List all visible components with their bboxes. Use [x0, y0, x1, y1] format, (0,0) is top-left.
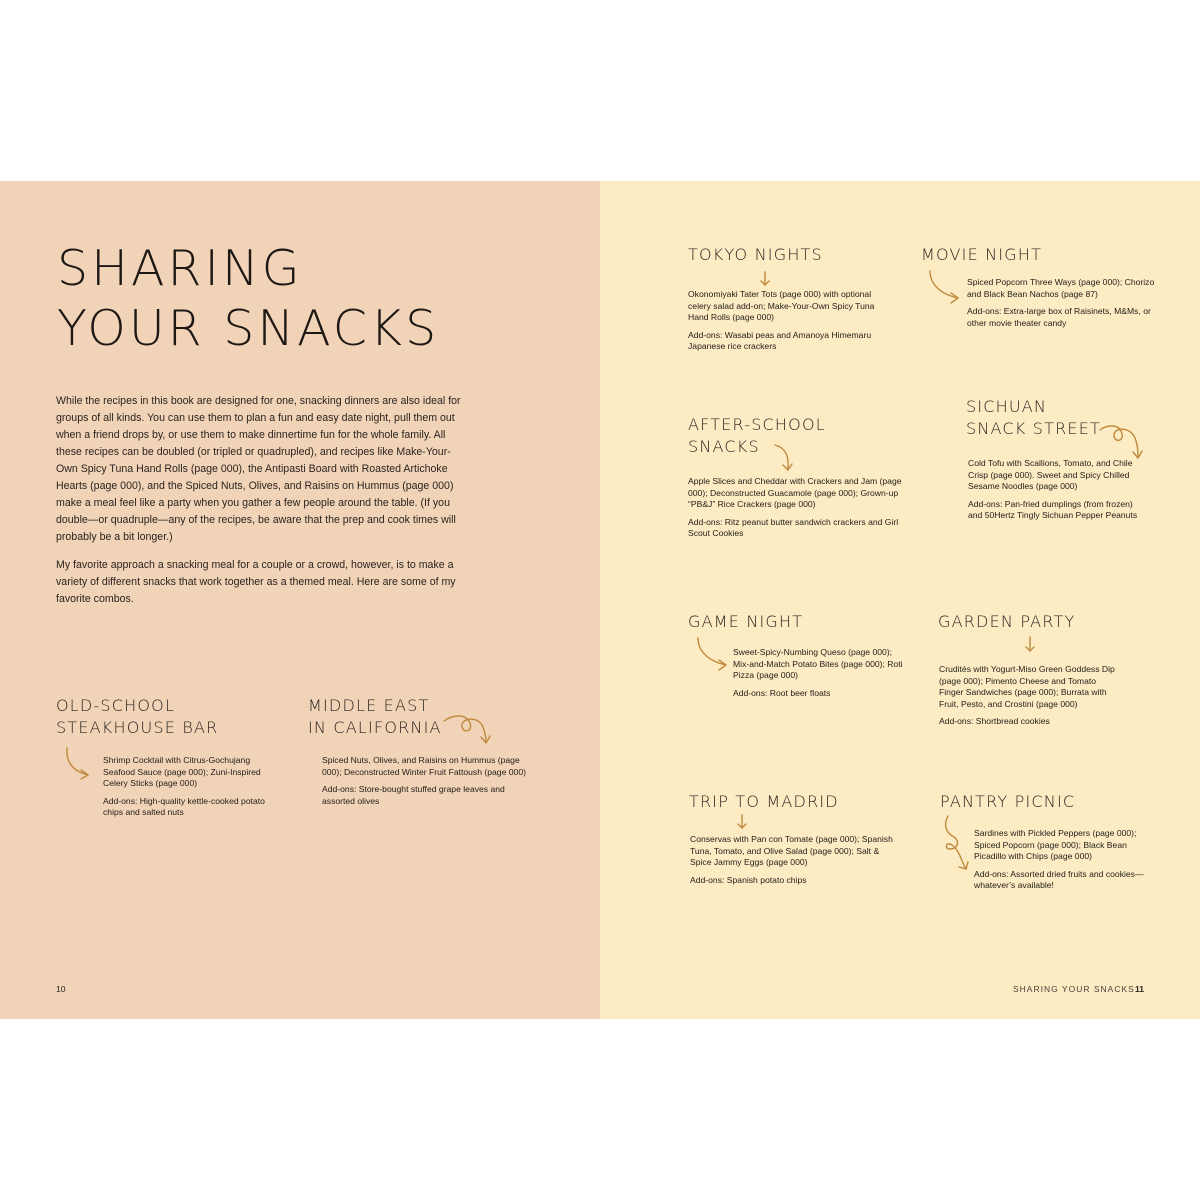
combo-body: [939, 664, 1119, 734]
combo-title: GAME NIGHT: [688, 612, 804, 631]
combo-title: [688, 414, 918, 458]
combo-body: [688, 289, 878, 359]
combo-recipes: Cold Tofu with Scallions, Tomato, and Chile Crisp (page 000). Sweet and Spicy Chilled Sesame Noodles (page 000): [968, 458, 1133, 492]
combo-game-night: [688, 611, 908, 698]
down-arrow-icon: [758, 270, 772, 290]
left-page: [0, 181, 600, 1019]
combo-body: [967, 277, 1157, 335]
combo-title-line2: SNACKS: [688, 437, 760, 456]
loop-arrow-icon: [442, 711, 496, 751]
combo-title-line1: AFTER-SCHOOL: [688, 415, 826, 434]
combo-trip-to-madrid: [689, 791, 909, 885]
combo-movie-night: [921, 244, 1161, 328]
combo-title-line2: STEAKHOUSE BAR: [56, 718, 219, 737]
combo-recipes: Conservas with Pan con Tomate (page 000); Spanish Tuna, Tomato, and Olive Salad (page 000); Salt & Spice Jammy Eggs (page 000): [690, 834, 893, 868]
down-arrow-icon: [735, 813, 749, 833]
combo-sichuan-snack-street: [966, 396, 1181, 521]
page-number-left: 10: [56, 984, 66, 994]
combo-title-line2: SNACK STREET: [966, 419, 1101, 438]
combo-body: [974, 828, 1144, 898]
combo-recipes: Apple Slices and Cheddar with Crackers and Jam (page 000); Deconstructed Guacamole (page 000); Grown-up “PB&J” Rice Crackers (page 000): [688, 476, 902, 510]
right-page: [600, 181, 1200, 1019]
down-arrow-icon: [1023, 635, 1037, 657]
combo-addons: Add-ons: Shortbread cookies: [939, 716, 1050, 727]
page-number-right: 11: [1135, 984, 1144, 994]
combo-recipes: Crudités with Yogurt-Miso Green Goddess Dip (page 000); Pimento Cheese and Tomato Finger Sandwiches (page 000); Burrata with Fruit, Pesto, and Crostini (page 000): [939, 664, 1115, 709]
combo-garden-party: [938, 611, 1158, 727]
combo-tokyo-nights: [688, 244, 893, 352]
combo-addons: Add-ons: Root beer floats: [733, 687, 831, 698]
combo-recipes: Sweet-Spicy-Numbing Queso (page 000); Mix-and-Match Potato Bites (page 000); Roti Pizza (page 000): [733, 647, 903, 681]
curved-arrow-icon: [694, 635, 734, 673]
combo-recipes: Shrimp Cocktail with Citrus-Gochujang Seafood Sauce (page 000); Zuni-Inspired Celery Sticks (page 000): [103, 755, 261, 789]
combo-body: [968, 458, 1143, 528]
curved-arrow-icon: [772, 442, 798, 476]
combo-title: MOVIE NIGHT: [921, 245, 1043, 264]
intro-paragraph-2: My favorite approach a snacking meal for a couple or a crowd, however, is to make a variety of different snacks that work together as a themed meal. Here are some of my favorite combos.: [56, 559, 456, 605]
combo-title-line1: MIDDLE EAST: [308, 696, 430, 715]
combo-title: [966, 396, 1181, 440]
page-title-line2: YOUR SNACKS: [57, 300, 440, 357]
combo-addons: Add-ons: High-quality kettle-cooked potato chips and salted nuts: [103, 795, 265, 818]
combo-recipes: Okonomiyaki Tater Tots (page 000) with optional celery salad add-on; Make-Your-Own Spicy Tuna Hand Rolls (page 000): [688, 289, 875, 323]
combo-title: TOKYO NIGHTS: [688, 245, 823, 264]
combo-addons: Add-ons: Spanish potato chips: [690, 874, 807, 885]
combo-middle-east-california: [308, 695, 538, 806]
combo-addons: Add-ons: Assorted dried fruits and cookies—whatever’s available!: [974, 868, 1144, 891]
page-title-line1: SHARING: [57, 240, 303, 297]
combo-title: PANTRY PICNIC: [940, 792, 1076, 811]
combo-addons: Add-ons: Extra-large box of Raisinets, M&Ms, or other movie theater candy: [967, 306, 1151, 328]
combo-title-line1: SICHUAN: [966, 397, 1048, 416]
combo-body: [103, 755, 283, 825]
combo-addons: Add-ons: Pan-fried dumplings (from frozen) and 50Hertz Tingly Sichuan Pepper Peanuts: [968, 498, 1138, 521]
combo-title: TRIP TO MADRID: [689, 792, 839, 811]
combo-addons: Add-ons: Wasabi peas and Amanoya Himemaru Japanese rice crackers: [688, 329, 872, 352]
combo-body: [733, 647, 903, 705]
combo-body: [690, 834, 895, 892]
combo-addons: Add-ons: Store-bought stuffed grape leaves and assorted olives: [322, 784, 505, 806]
combo-old-school-steakhouse: [56, 695, 296, 818]
combo-title: GARDEN PARTY: [938, 612, 1076, 631]
combo-recipes: Spiced Nuts, Olives, and Raisins on Hummus (page 000); Deconstructed Winter Fruit Fattoush (page 000): [322, 755, 526, 777]
squiggle-arrow-icon: [940, 813, 974, 877]
running-head: SHARING YOUR SNACKS: [1013, 984, 1135, 994]
combo-recipes: Sardines with Pickled Peppers (page 000); Spiced Popcorn (page 000); Black Bean Picadillo with Chips (page 000): [974, 828, 1137, 862]
intro-paragraph-1: While the recipes in this book are designed for one, snacking dinners are also ideal for groups of all kinds. You can use them to plan a fun and easy date night, pull them out when a friend drops by, or use them to make dinnertime fun for the whole family. All these recipes can be doubled (or tripled or quadrupled), and recipes like Make-Your-Own Spicy Tuna Hand Rolls (page 000), the Antipasti Board with Roasted Artichoke Hearts (page 000), and the Spiced Nuts, Olives, and Raisins on Hummus (page 000) make a meal feel like a party when you gather a few people around the table. (If you double—or quadruple—any of the recipes, be aware that the prep and cook times will probably be a bit longer.): [56, 395, 461, 543]
combo-pantry-picnic: [940, 791, 1170, 891]
intro-text: [56, 393, 466, 619]
curved-arrow-icon: [64, 745, 94, 783]
combo-addons: Add-ons: Ritz peanut butter sandwich crackers and Girl Scout Cookies: [688, 516, 899, 539]
combo-title-line1: OLD-SCHOOL: [56, 696, 176, 715]
combo-title: [308, 695, 538, 739]
combo-body: [322, 755, 527, 813]
combo-recipes: Spiced Popcorn Three Ways (page 000); Chorizo and Black Bean Nachos (page 87): [967, 277, 1155, 299]
combo-title-line2: IN CALIFORNIA: [308, 718, 442, 737]
page-title: [57, 239, 439, 359]
combo-title: [56, 695, 296, 739]
curved-arrow-icon: [926, 268, 966, 308]
combo-after-school-snacks: [688, 414, 918, 539]
combo-body: [688, 476, 913, 546]
